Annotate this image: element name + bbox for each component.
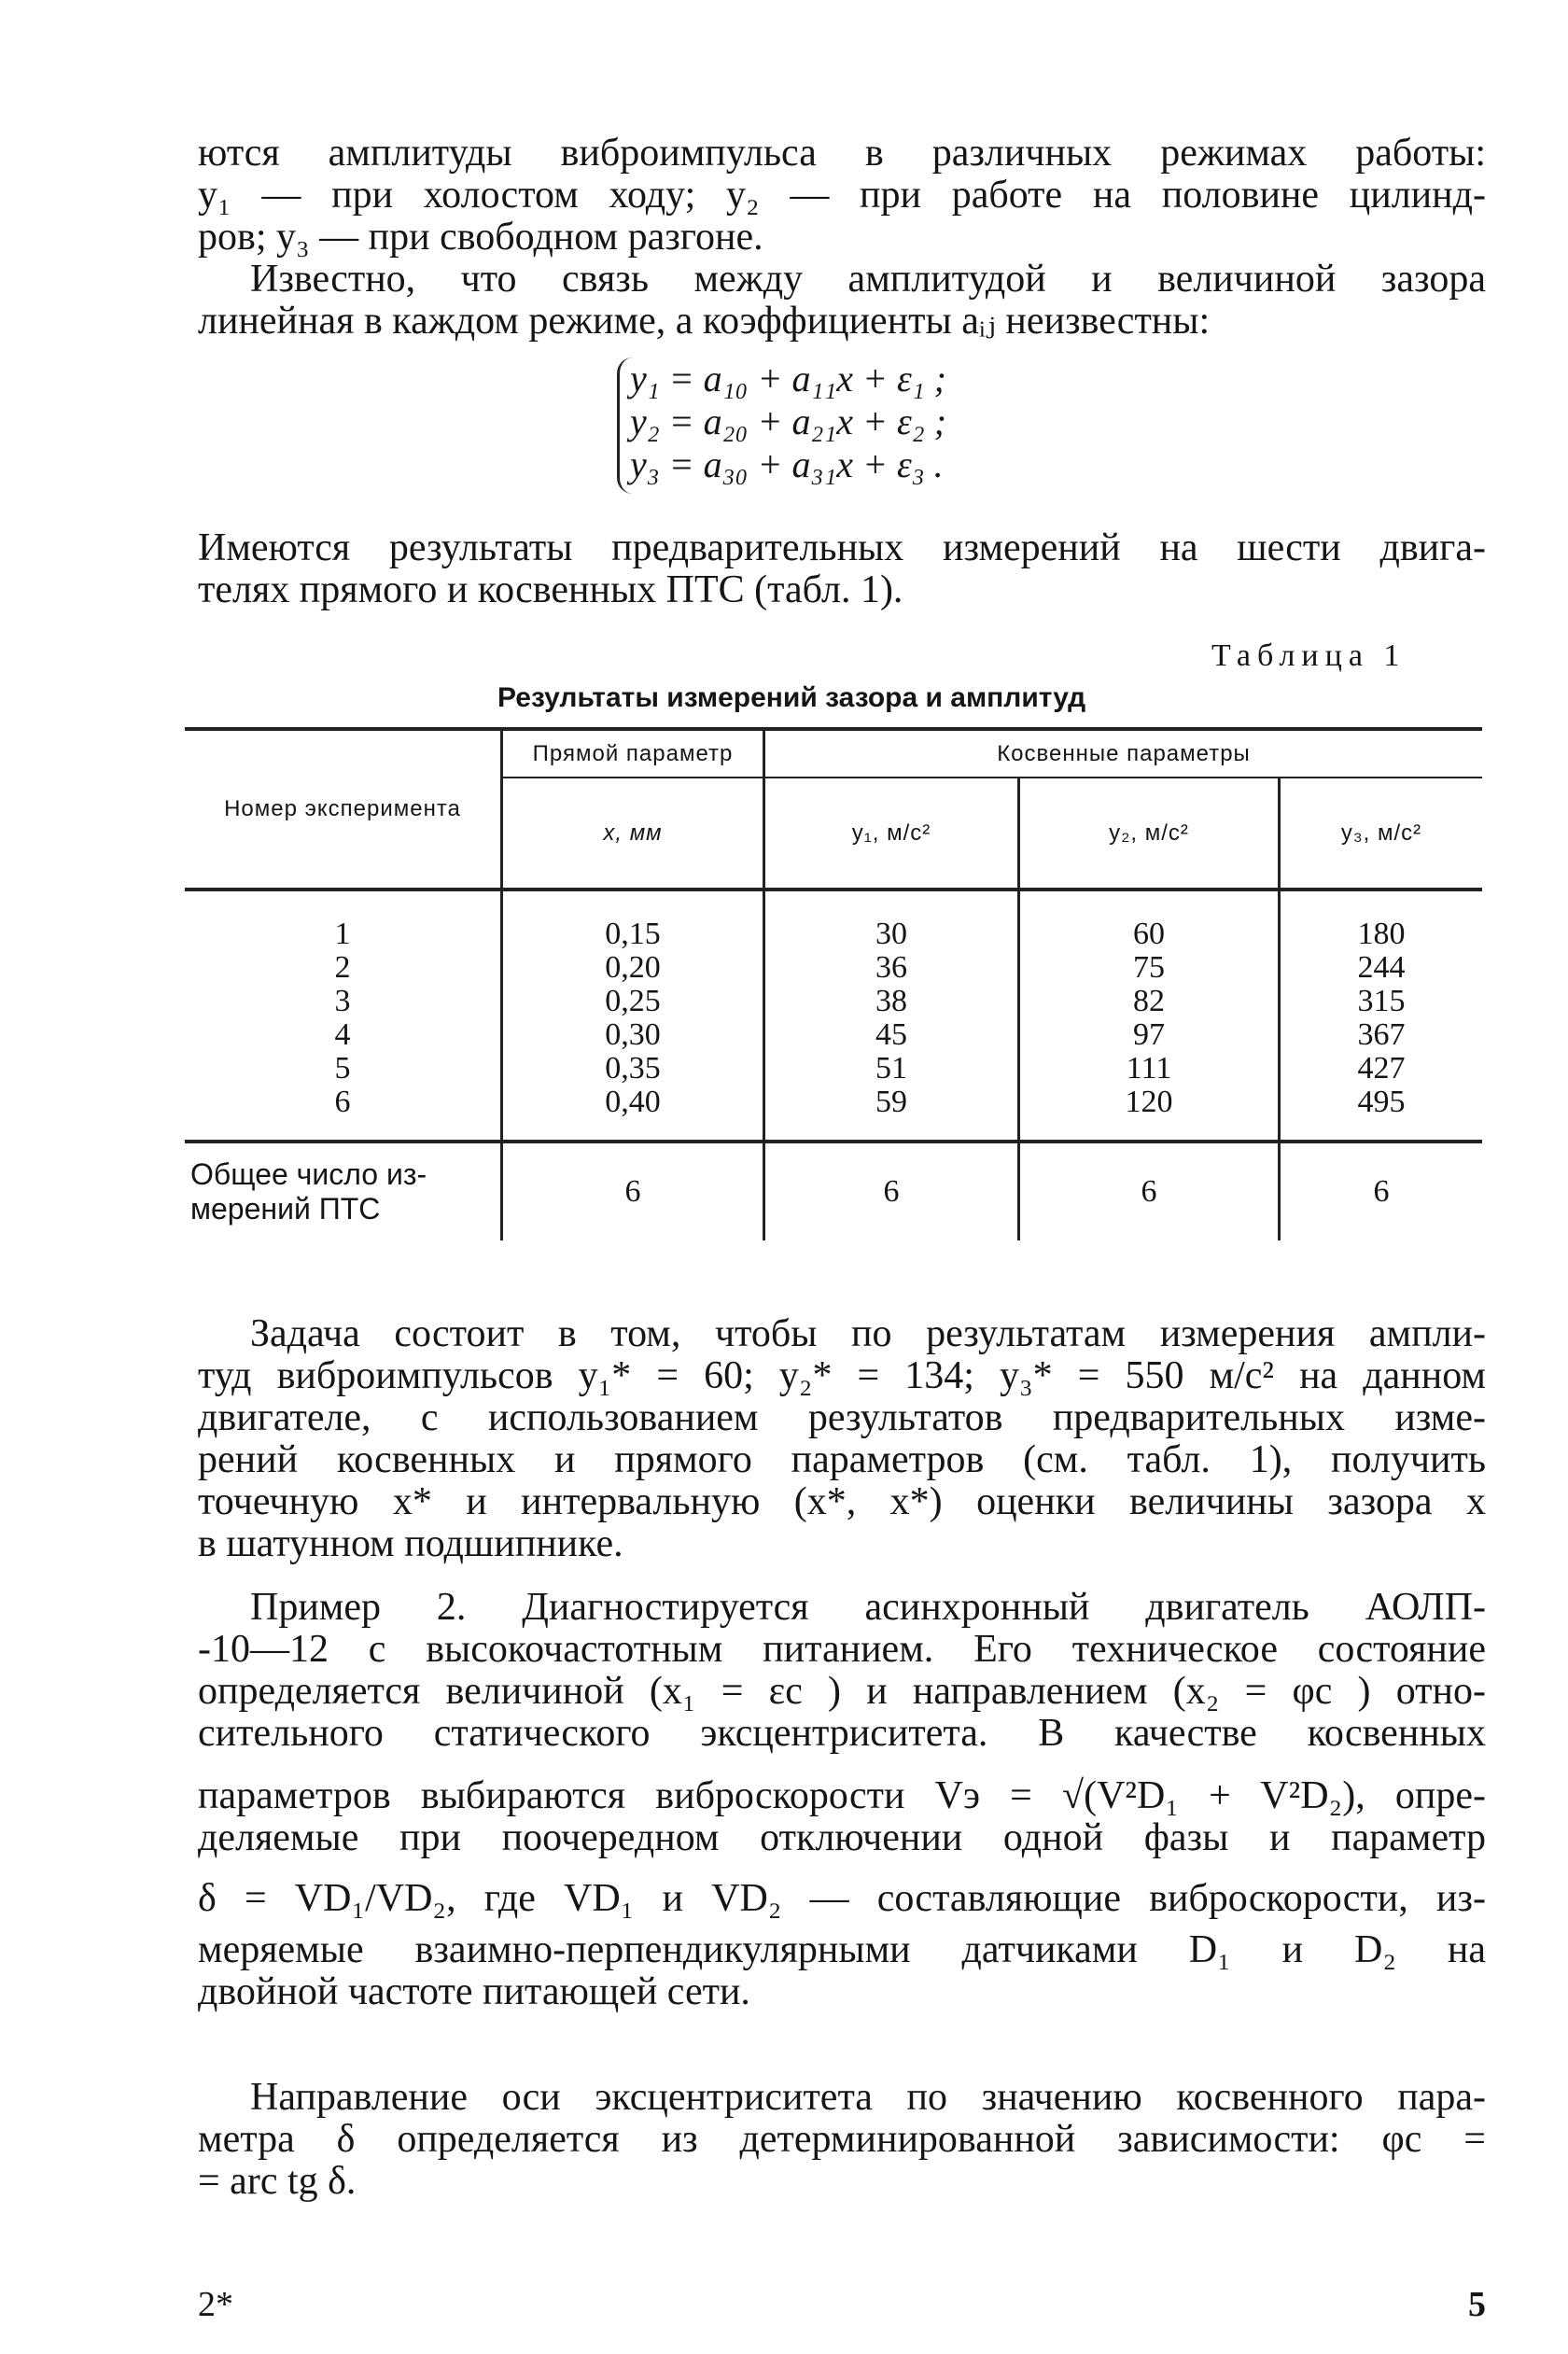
cell-value: 59 xyxy=(875,1085,907,1119)
cell-value: 427 xyxy=(1357,1051,1406,1086)
cell-value: 30 xyxy=(875,917,907,951)
text-line: точечную x* и интервальную (x*, x*) оценки величины зазора x xyxy=(198,1480,1486,1523)
cell-numbers xyxy=(185,890,502,1142)
col-y2: y₂, м/с² xyxy=(1019,778,1280,890)
cell-value: 97 xyxy=(1133,1017,1165,1052)
cell-value: 0,15 xyxy=(605,917,661,951)
page-number: 5 xyxy=(1468,2285,1486,2324)
text-line: Задача состоит в том, чтобы по результатам измерения ампли- xyxy=(250,1312,1486,1355)
total-x: 6 xyxy=(502,1142,764,1240)
results-table xyxy=(185,727,1482,1240)
paragraph-linear-relation xyxy=(198,259,1486,343)
text-line: метра δ определяется из детерминированной зависимости: φc = xyxy=(198,2118,1486,2161)
col-x: x, мм xyxy=(502,778,764,890)
text-line: двойной частоте питающей сети. xyxy=(198,1970,750,2013)
cell-value: 3 xyxy=(334,984,351,1018)
paragraph-example-2 xyxy=(198,1587,1486,2013)
cell-value: 6 xyxy=(334,1085,351,1119)
text-line: Пример 2. Диагностируется асинхронный двигатель АОЛП- xyxy=(250,1586,1486,1629)
cell-y3-values xyxy=(1280,890,1483,1142)
text-line: δ = VD₁/VD₂, где VD₁ и VD₂ — составляющие виброскорости, из- xyxy=(198,1877,1486,1920)
col-y3: y₃, м/с² xyxy=(1280,778,1483,890)
text-line: туд виброимпульсов y₁* = 60; y₂* = 134; y₃* = 550 м/с² на данном xyxy=(198,1354,1486,1397)
cell-value: 0,30 xyxy=(605,1017,661,1052)
cell-value: 0,40 xyxy=(605,1085,661,1119)
text-line: рений косвенных и прямого параметров (см. табл. 1), получить xyxy=(198,1438,1486,1481)
text-line: Направление оси эксцентриситета по значению косвенного пара- xyxy=(250,2076,1486,2119)
cell-value: 38 xyxy=(875,984,907,1018)
header-direct: Прямой параметр xyxy=(502,729,764,778)
cell-value: 111 xyxy=(1126,1051,1172,1086)
text-line: деляемые при поочередном отключении одной фазы и параметр xyxy=(198,1816,1486,1859)
text-line: ров; y₃ — при свободном разгоне. xyxy=(198,216,763,259)
text-line: телях прямого и косвенных ПТС (табл. 1). xyxy=(198,568,903,611)
cell-value: 495 xyxy=(1357,1085,1406,1119)
table-number: Таблица 1 xyxy=(1211,638,1407,673)
cell-value: 82 xyxy=(1133,984,1165,1018)
text-line: определяется величиной (x₁ = εc ) и направлением (x₂ = φc ) отно- xyxy=(198,1670,1486,1713)
cell-value: 0,35 xyxy=(605,1051,661,1086)
text-line: Известно, что связь между амплитудой и величиной зазора xyxy=(250,258,1486,301)
cell-value: 0,20 xyxy=(605,950,661,985)
equation-line: y₃ = a₃₀ + a₃₁x + ε₃ . xyxy=(630,443,944,485)
cell-value: 36 xyxy=(875,950,907,985)
paragraph-preliminary-results xyxy=(198,527,1486,611)
cell-value: 120 xyxy=(1125,1085,1173,1119)
equation-system xyxy=(630,357,946,486)
table-row xyxy=(185,890,1482,1142)
cell-value: 2 xyxy=(334,950,351,985)
total-y3: 6 xyxy=(1280,1142,1483,1240)
intro-paragraph xyxy=(198,133,1486,259)
equation-line: y₁ = a₁₀ + a₁₁x + ε₁ ; xyxy=(630,357,947,399)
table-title: Результаты измерений зазора и амплитуд xyxy=(497,682,1086,713)
cell-y2-values xyxy=(1019,890,1280,1142)
total-label xyxy=(185,1142,502,1240)
text-line: меряемые взаимно-перпендикулярными датчиками D₁ и D₂ на xyxy=(198,1928,1486,1971)
text-line: y₁ — при холостом ходу; y₂ — при работе на половине цилинд- xyxy=(198,174,1486,217)
table-total-row xyxy=(185,1142,1482,1240)
total-y2: 6 xyxy=(1019,1142,1280,1240)
cell-value: 75 xyxy=(1133,950,1165,985)
text-line: линейная в каждом режиме, а коэффициенты aᵢⱼ неизвестны: xyxy=(198,300,1211,343)
cell-value: 0,25 xyxy=(605,984,661,1018)
text-line: = arc tg δ. xyxy=(198,2160,357,2203)
paragraph-task xyxy=(198,1313,1486,1565)
cell-value: 5 xyxy=(334,1051,351,1086)
text-line: сительного статического эксцентриситета. В качестве косвенных xyxy=(198,1712,1486,1755)
cell-x-values xyxy=(502,890,764,1142)
cell-value: 244 xyxy=(1357,950,1406,985)
cell-value: 367 xyxy=(1357,1017,1406,1052)
cell-value: 1 xyxy=(334,917,351,951)
cell-value: 4 xyxy=(334,1017,351,1052)
text-line: параметров выбираются виброскорости Vэ = √(V²D₁ + V²D₂), опре- xyxy=(198,1774,1486,1817)
cell-value: 51 xyxy=(875,1051,907,1086)
text-line: ются амплитуды виброимпульса в различных режимах работы: xyxy=(198,132,1486,175)
cell-value: 60 xyxy=(1133,917,1165,951)
total-label-line: Общее число из- xyxy=(190,1157,427,1191)
cell-value: 180 xyxy=(1357,917,1406,951)
cell-y1-values xyxy=(764,890,1019,1142)
signature-mark: 2* xyxy=(198,2285,233,2324)
text-line: в шатунном подшипнике. xyxy=(198,1522,623,1565)
col-y1: y₁, м/с² xyxy=(764,778,1019,890)
cell-value: 45 xyxy=(875,1017,907,1052)
text-line: двигателе, с использованием результатов предварительных изме- xyxy=(198,1396,1486,1439)
total-y1: 6 xyxy=(764,1142,1019,1240)
equation-line: y₂ = a₂₀ + a₂₁x + ε₂ ; xyxy=(630,400,947,442)
paragraph-direction xyxy=(198,2077,1486,2203)
brace-icon xyxy=(617,357,633,494)
header-indirect: Косвенные параметры xyxy=(764,729,1483,778)
total-label-line: мерений ПТС xyxy=(190,1192,381,1226)
header-experiment: Номер эксперимента xyxy=(224,796,461,821)
cell-value: 315 xyxy=(1357,984,1406,1018)
text-line: -10—12 с высокочастотным питанием. Его техническое состояние xyxy=(198,1628,1486,1671)
text-line: Имеются результаты предварительных измерений на шести двига- xyxy=(198,526,1486,569)
